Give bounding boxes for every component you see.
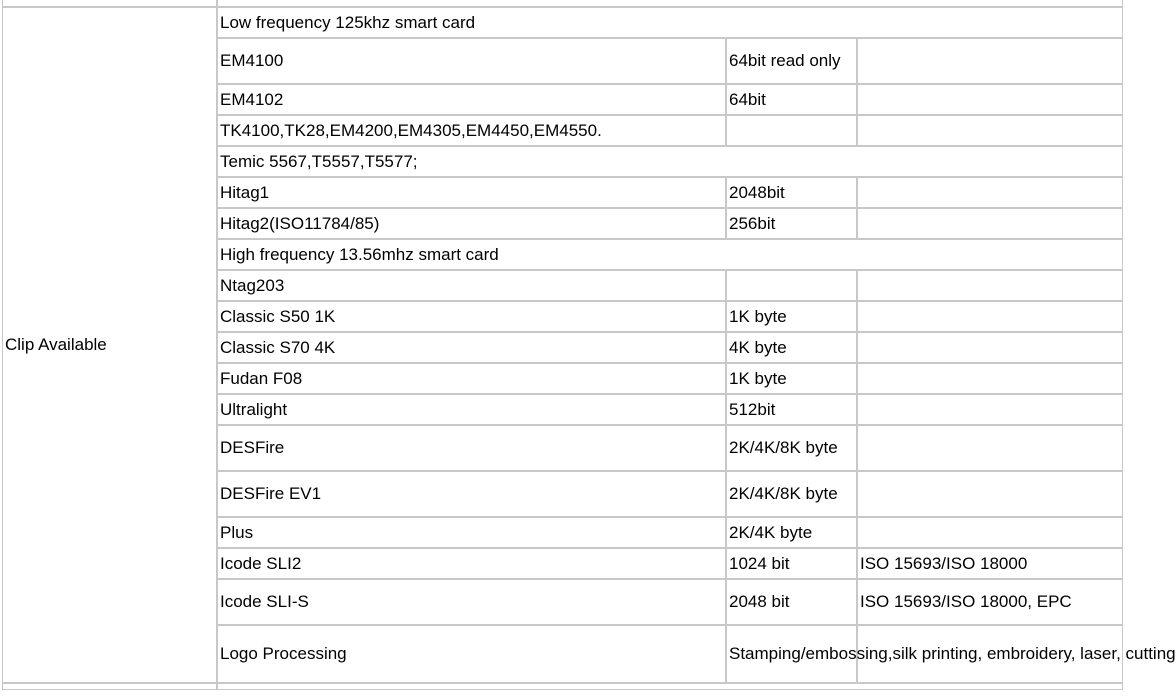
chip-capacity [726,115,857,146]
table-cell [2,0,217,7]
chip-name: Classic S50 1K [217,301,726,332]
chip-capacity: 64bit [726,84,857,115]
chip-capacity: 2048 bit [726,579,857,625]
chip-capacity: 512bit [726,394,857,425]
chip-name: Classic S70 4K [217,332,726,363]
chip-standard [857,270,1123,301]
chip-capacity: 64bit read only [726,38,857,84]
chip-name: Ntag203 [217,270,726,301]
chip-standard [857,517,1123,548]
chip-standard [857,177,1123,208]
chip-standard [857,363,1123,394]
chip-capacity: 2048bit [726,177,857,208]
table-cell [217,0,1123,7]
chip-standard [857,425,1123,471]
chip-capacity: 4K byte [726,332,857,363]
lf-section-header: Low frequency 125khz smart card [217,7,1123,38]
hf-section-header: High frequency 13.56mhz smart card [217,239,1123,270]
table-row [2,683,1123,690]
chip-standard: ISO 15693/ISO 18000 [857,548,1123,579]
chip-name: DESFire [217,425,726,471]
chip-name: Fudan F08 [217,363,726,394]
chip-name: DESFire EV1 [217,471,726,517]
table-cell [2,683,217,690]
chip-standard [857,208,1123,239]
chip-capacity [726,270,857,301]
chip-name: Icode SLI2 [217,548,726,579]
chip-standard [857,394,1123,425]
table-cell [217,683,1123,690]
chip-standard [857,115,1123,146]
chip-standard [857,38,1123,84]
chip-name: Ultralight [217,394,726,425]
chip-standard [857,301,1123,332]
chip-standard [857,332,1123,363]
chip-standard: ISO 15693/ISO 18000, EPC [857,579,1123,625]
chip-name: EM4102 [217,84,726,115]
chip-capacity: 1K byte [726,301,857,332]
chip-capacity: 2K/4K/8K byte [726,471,857,517]
chip-name: Hitag2(ISO11784/85) [217,208,726,239]
chip-name: Plus [217,517,726,548]
chip-capacity: 2K/4K byte [726,517,857,548]
chip-capacity: 1024 bit [726,548,857,579]
logo-processing-value: Stamping/embossing,silk printing, embroidery, laser, cutting [726,625,857,683]
chip-name: TK4100,TK28,EM4200,EM4305,EM4450,EM4550. [217,115,726,146]
chip-name: Temic 5567,T5557,T5577; [217,146,1123,177]
chip-capacity: 256bit [726,208,857,239]
chip-standard [857,471,1123,517]
chip-capacity: 2K/4K/8K byte [726,425,857,471]
logo-processing-label: Logo Processing [217,625,726,683]
chip-name: EM4100 [217,38,726,84]
chip-capacity: 1K byte [726,363,857,394]
clip-available-label: Clip Available [2,7,217,683]
table-row [2,0,1123,7]
chip-standard [857,84,1123,115]
chip-name: Hitag1 [217,177,726,208]
table-row [2,7,1123,38]
chip-name: Icode SLI-S [217,579,726,625]
card-spec-table [2,0,1176,690]
